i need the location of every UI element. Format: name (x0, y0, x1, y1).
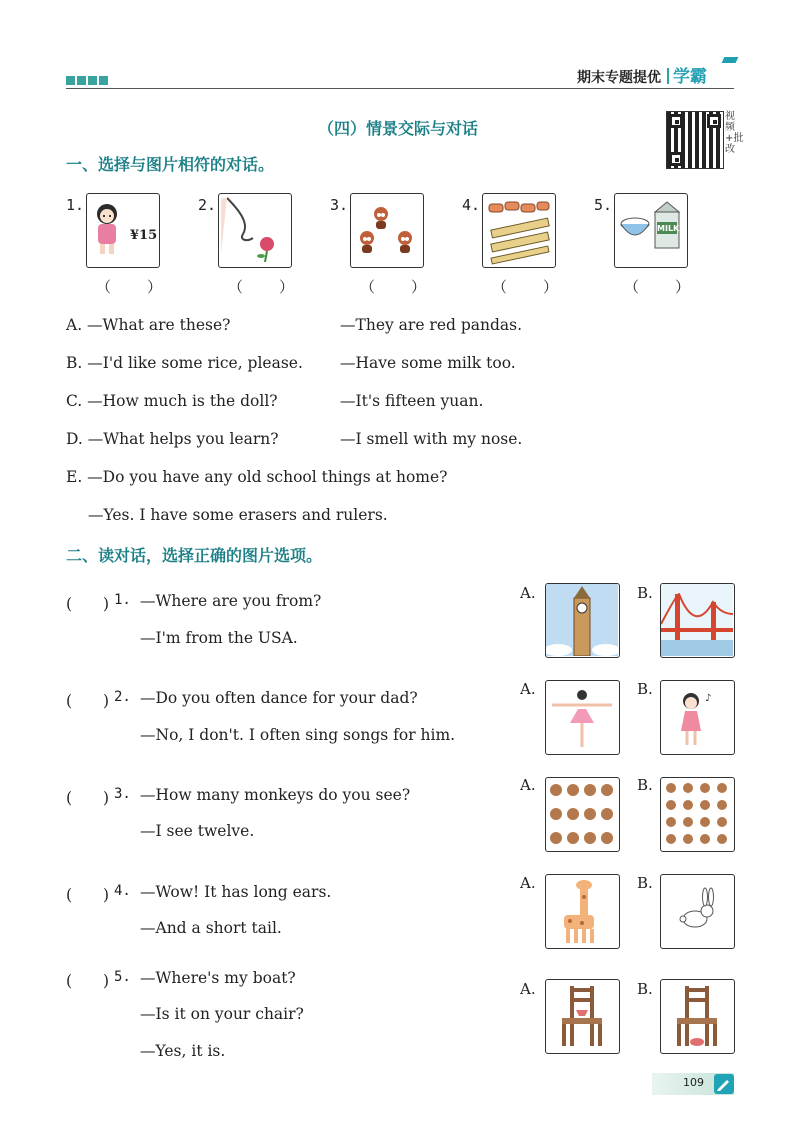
question-number: 5. (114, 969, 131, 985)
picture-monkeys-many[interactable] (660, 777, 735, 852)
answer-blank[interactable]: （ ） (228, 278, 297, 296)
answer-blank[interactable]: （ ） (96, 278, 165, 296)
option-answer: —It's fifteen yuan. (340, 392, 484, 410)
brand-text: 期末专题提优 (577, 70, 661, 86)
answer-blank[interactable]: ( ) (66, 692, 110, 710)
qr-side-label: 视频+批改 (725, 111, 744, 155)
answer-blank[interactable]: （ ） (492, 278, 561, 296)
graduation-cap-icon (722, 57, 739, 63)
part1-heading: 一、选择与图片相符的对话。 (66, 155, 275, 174)
dialog-line: —Is it on your chair? (140, 1005, 304, 1023)
option-b-label: B. (637, 874, 653, 892)
qr-code-icon[interactable] (666, 111, 724, 169)
header-square (77, 76, 86, 85)
option-question: A. —What are these? (66, 316, 231, 334)
picture-monkeys-twelve[interactable] (545, 777, 620, 852)
question-number: 2. (114, 689, 131, 705)
page-number: 109 (683, 1076, 704, 1089)
header-brand (577, 62, 707, 87)
dialog-line: —Where are you from? (140, 592, 322, 610)
picture-nose-flower (218, 193, 292, 268)
part2-heading: 二、读对话，选择正确的图片选项。 (66, 546, 323, 565)
option-b-label: B. (637, 584, 653, 602)
answer-blank[interactable]: ( ) (66, 972, 110, 990)
answer-blank[interactable]: ( ) (66, 789, 110, 807)
item-number: 3. (330, 196, 349, 214)
option-question: D. —What helps you learn? (66, 430, 279, 448)
dialog-line: —I see twelve. (140, 822, 255, 840)
option-a-label: A. (520, 776, 536, 794)
dialog-line: —Wow! It has long ears. (140, 883, 332, 901)
option-answer: —They are red pandas. (340, 316, 523, 334)
dialog-line: —How many monkeys do you see? (140, 786, 411, 804)
question-number: 3. (114, 786, 131, 802)
dialog-line: —Do you often dance for your dad? (140, 689, 418, 707)
picture-chair-with-boat[interactable] (545, 979, 620, 1054)
option-question: E. —Do you have any old school things at home? (66, 468, 448, 486)
item-number: 5. (594, 196, 613, 214)
question-number: 4. (114, 883, 131, 899)
picture-giraffe[interactable] (545, 874, 620, 949)
option-question: B. —I'd like some rice, please. (66, 354, 303, 372)
header-square (66, 76, 75, 85)
picture-golden-gate-bridge[interactable] (660, 583, 735, 658)
header-divider (66, 88, 734, 89)
answer-blank[interactable]: ( ) (66, 595, 110, 613)
option-b-label: B. (637, 680, 653, 698)
picture-ballet-dancer[interactable] (545, 680, 620, 755)
picture-erasers-rulers (482, 193, 556, 268)
dialog-line: —Where's my boat? (140, 969, 296, 987)
milk-label: MILK (657, 224, 680, 233)
option-answer: —Yes. I have some erasers and rulers. (88, 506, 388, 524)
brand-logo: 学霸 (673, 67, 707, 87)
picture-big-ben[interactable] (545, 583, 620, 658)
header-square (99, 76, 108, 85)
item-number: 4. (462, 196, 481, 214)
dialog-line: —No, I don't. I often sing songs for him. (140, 726, 456, 744)
option-a-label: A. (520, 980, 536, 998)
item-number: 1. (66, 196, 85, 214)
picture-girl-singing[interactable] (660, 680, 735, 755)
dialog-line: —And a short tail. (140, 919, 282, 937)
option-answer: —Have some milk too. (340, 354, 516, 372)
option-b-label: B. (637, 776, 653, 794)
dialog-line: —I'm from the USA. (140, 629, 298, 647)
picture-rabbit[interactable] (660, 874, 735, 949)
dialog-line: —Yes, it is. (140, 1042, 226, 1060)
answer-blank[interactable]: （ ） (360, 278, 429, 296)
option-a-label: A. (520, 680, 536, 698)
option-question: C. —How much is the doll? (66, 392, 278, 410)
option-b-label: B. (637, 980, 653, 998)
option-a-label: A. (520, 584, 536, 602)
item-number: 2. (198, 196, 217, 214)
option-answer: —I smell with my nose. (340, 430, 523, 448)
pencil-icon (712, 1072, 736, 1096)
price-label: ¥15 (130, 228, 158, 243)
question-number: 1. (114, 592, 131, 608)
svg-text:♪: ♪ (705, 693, 712, 704)
answer-blank[interactable]: （ ） (624, 278, 693, 296)
picture-red-pandas (350, 193, 424, 268)
header-square (88, 76, 97, 85)
section-title: （四）情景交际与对话 (318, 119, 479, 138)
answer-blank[interactable]: ( ) (66, 886, 110, 904)
picture-chair-with-object[interactable] (660, 979, 735, 1054)
option-a-label: A. (520, 874, 536, 892)
